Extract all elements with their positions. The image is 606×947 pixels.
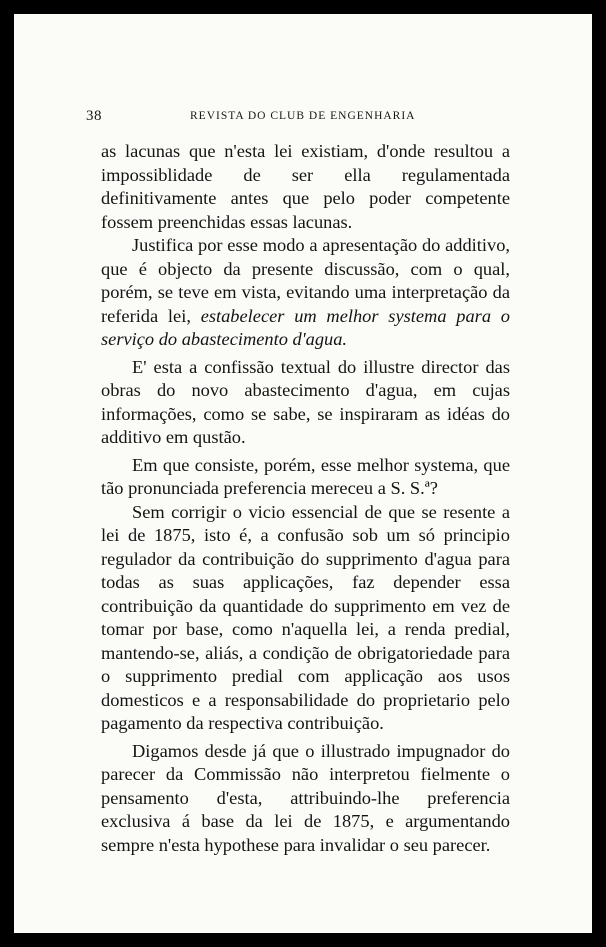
- journal-title: REVISTA DO CLUB DE ENGENHARIA: [190, 110, 416, 122]
- paragraph-2: [101, 234, 510, 352]
- italic-quote: estabelecer um melhor systema para o serviço do abastecimento d'agua.: [101, 305, 511, 349]
- page-number: 38: [86, 108, 102, 124]
- paragraph-3: E' esta a confissão textual do illustre director das obras do novo abastecimento d'agua, em cujas informações, como se sabe, se inspiraram as idéas do additivo em qustão.: [101, 356, 510, 447]
- running-head: [86, 108, 514, 128]
- paragraph-5: Sem corrigir o vicio essencial de que se resente a lei de 1875, isto é, a confusão sob um só principio regulador da contribuição do supprimento d'agua para todas as suas applicações, faz depender essa contribuição da quantidade do supprimento em vez de tomar por base, como n'aquella lei, a renda predial, mantendo-se, aliás, a condição de obrigatoriedade para o supprimento predial com applicação aos usos domesticos e a responsabilidade do proprietario pelo pagamento da respectiva contribuição.: [101, 501, 510, 733]
- body-text: [101, 140, 510, 857]
- paragraph-2-text: Justifica por esse modo a apresentação do additivo, que é objecto da presente discussão, com o qual, porém, se teve em vista, evitando uma interpretação da referida lei,: [101, 235, 510, 326]
- paragraph-6: Digamos desde já que o illustrado impugnador do parecer da Commissão não interpretou fielmente o pensamento d'esta, attribuindo-lhe preferencia exclusiva á base da lei de 1875, e argumentando sempre n'esta hypothese para invalidar o seu parecer.: [101, 740, 510, 855]
- paragraph-1: as lacunas que n'esta lei existiam, d'onde resultou a impossiblidade de ser ella regulamentada definitivamente antes que pelo poder competente fossem preenchidas essas lacunas.: [101, 141, 510, 232]
- paragraph-4: Em que consiste, porém, esse melhor systema, que tão pronunciada preferencia mereceu a S. S.ª?: [101, 454, 510, 498]
